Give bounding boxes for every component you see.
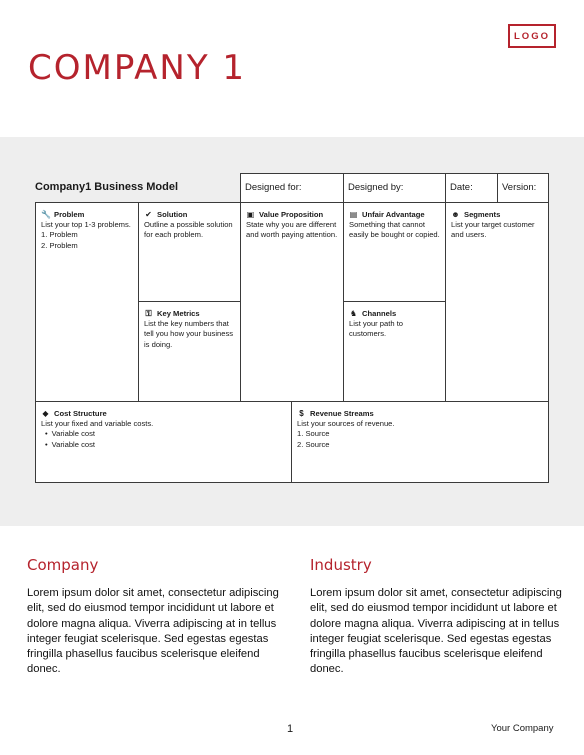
revenue-streams-body: List your sources of revenue. <box>297 419 395 428</box>
industry-section-title: Industry <box>310 556 372 574</box>
list-item: • Variable cost <box>41 440 286 450</box>
canvas-title: Company1 Business Model <box>35 181 179 193</box>
solution-title: Solution <box>157 210 188 219</box>
footer-company: Your Company <box>491 723 554 734</box>
company-section-body: Lorem ipsum dolor sit amet, consectetur adipiscing elit, sed do eiusmod tempor incididunt ut labore et dolore magna aliqua. Viverra adipiscing at in tellus integer feugiat scelerisque. Sed egestas egestas fringilla phasellus faucibus scelerisque eleifend donec. <box>27 587 279 676</box>
business-model-canvas <box>35 173 549 483</box>
problem-body: List your top 1-3 problems. <box>41 220 131 229</box>
value-proposition-body: State why you are different and worth paying attention. <box>246 220 338 240</box>
channels-title: Channels <box>362 309 397 318</box>
channels-cell <box>343 301 446 402</box>
page-number: 1 <box>287 723 294 735</box>
value-proposition-title: Value Proposition <box>259 210 324 219</box>
dollar-icon: $ <box>299 409 304 418</box>
unfair-advantage-cell <box>343 202 446 302</box>
solution-body: Outline a possible solution for each problem. <box>144 220 233 240</box>
list-item: • Variable cost <box>41 429 286 439</box>
date-field: Date: <box>445 173 498 203</box>
cost-structure-title: Cost Structure <box>54 409 107 418</box>
list-item: 1. Source <box>297 429 330 439</box>
key-metrics-cell <box>138 301 241 402</box>
key-metrics-body: List the key numbers that tell you how your business is doing. <box>144 319 234 349</box>
gift-icon: ▣ <box>246 210 255 219</box>
segments-cell <box>445 202 549 402</box>
unfair-advantage-title: Unfair Advantage <box>362 210 425 219</box>
window-icon: ▤ <box>349 210 358 219</box>
key-metrics-title: Key Metrics <box>157 309 200 318</box>
users-icon: ☻ <box>451 210 460 219</box>
page-title: COMPANY 1 <box>28 48 247 88</box>
tag-icon: ◆ <box>42 409 49 418</box>
company-section-title: Company <box>27 556 99 574</box>
designed-by-field: Designed by: <box>343 173 446 203</box>
segments-title: Segments <box>464 210 501 219</box>
version-field: Version: <box>497 173 549 203</box>
cost-structure-list <box>36 429 291 450</box>
designed-for-field: Designed for: <box>240 173 344 203</box>
list-item: 2. Problem <box>41 240 78 250</box>
wrench-icon: 🔧 <box>41 210 51 219</box>
key-icon: ⚿ <box>145 309 152 318</box>
revenue-streams-title: Revenue Streams <box>310 409 374 418</box>
segments-body: List your target customer and users. <box>451 220 535 240</box>
problem-cell <box>35 202 139 402</box>
revenue-streams-cell <box>291 401 549 483</box>
list-item: 1. Problem <box>41 230 78 240</box>
cost-structure-cell <box>35 401 292 483</box>
solution-cell <box>138 202 241 302</box>
revenue-streams-list <box>292 429 548 450</box>
check-icon: ✔ <box>145 210 152 219</box>
problem-title: Problem <box>54 210 85 219</box>
industry-section-body: Lorem ipsum dolor sit amet, consectetur adipiscing elit, sed do eiusmod tempor incididunt ut labore et dolore magna aliqua. Viverra adipiscing at in tellus integer feugiat scelerisque. Sed egestas egestas fringilla phasellus faucibus scelerisque eleifend donec. <box>310 587 562 676</box>
logo: LOGO <box>508 24 556 48</box>
cost-structure-body: List your fixed and variable costs. <box>41 419 154 428</box>
channels-body: List your path to customers. <box>349 319 404 339</box>
value-proposition-cell <box>240 202 344 402</box>
problem-list <box>36 230 138 251</box>
unfair-advantage-body: Something that cannot easily be bought or copied. <box>349 220 440 240</box>
runner-icon: ♞ <box>349 309 358 318</box>
list-item: 2. Source <box>297 439 330 449</box>
